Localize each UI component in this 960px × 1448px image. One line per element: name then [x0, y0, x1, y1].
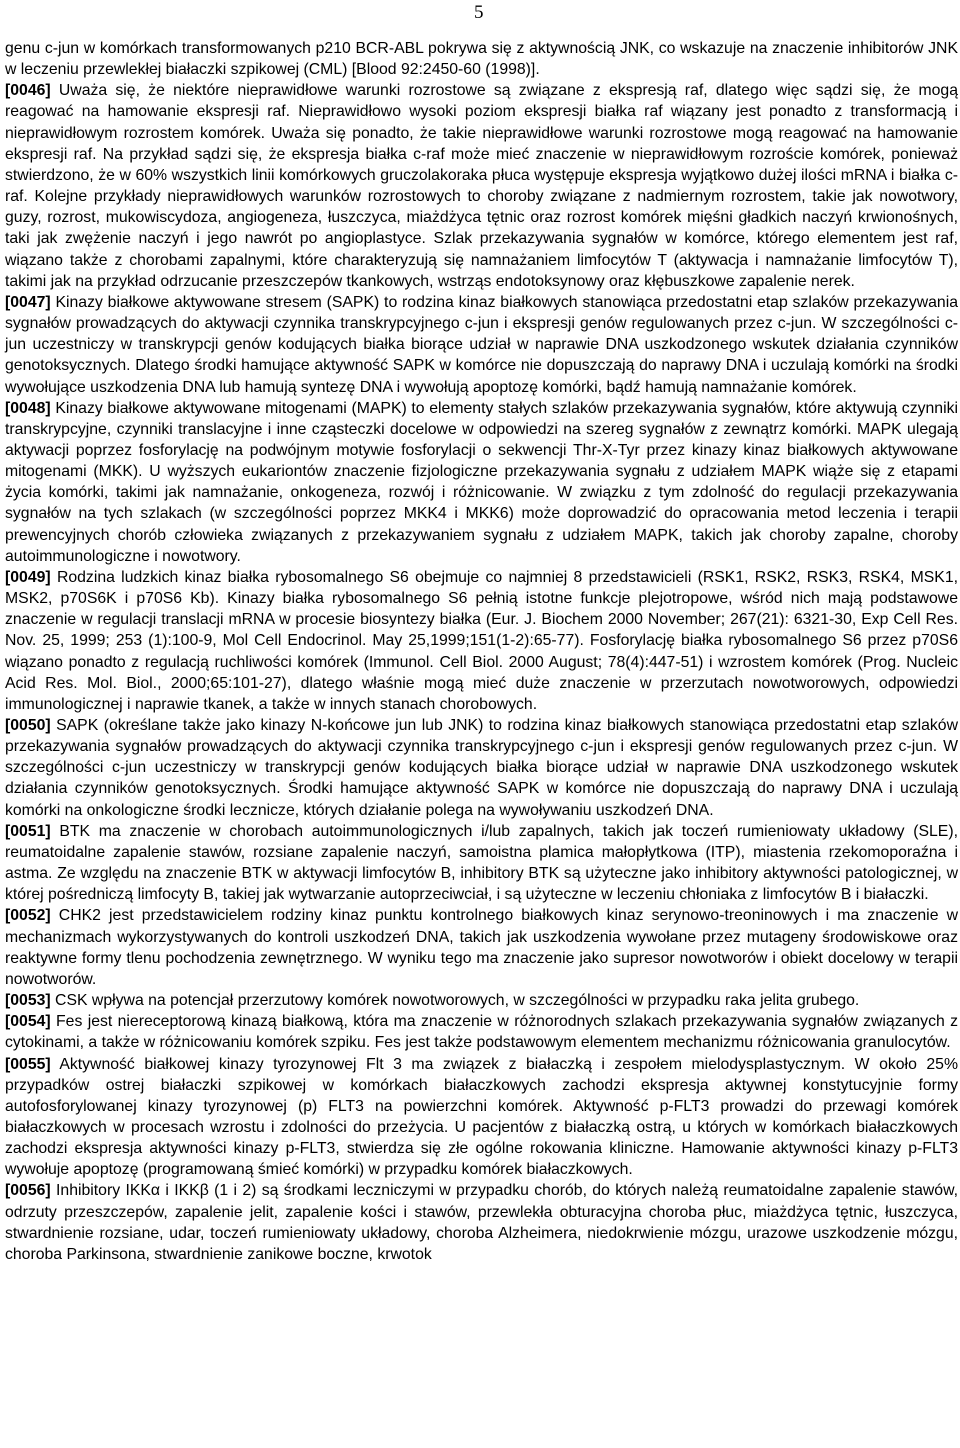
- paragraph-text: Kinazy białkowe aktywowane mitogenami (MAPK) to elementy stałych szlaków przekazywania sygnałów, które aktywują czynniki transkrypcyjne, czynniki translacyjne i inne cząsteczki docelowe w odpowiedzi na szereg sygnałów z zewnątrz komórki. MAPK ulegają aktywacji poprzez fosforylację na podwójnym motywie fosforylacji o sekwencji Thr-X-Tyr przez kinazy kinaz białkowych aktywowane mitogenami (MKK). U wyższych eukariontów znaczenie fizjologiczne przekazywania sygnału z udziałem MAPK wiąże się z etapami życia komórki, takimi jak namnażanie, onkogeneza, rozwój i różnicowanie. W związku z tym zdolność do regulacji przekazywania sygnałów na tych szlakach (w szczególności poprzez MKK4 i MKK6) może doprowadzić do opracowania metod leczenia i terapii prewencyjnych chorób człowieka związanych z przekazywaniem sygnału z udziałem MAPK, takich jak choroby zapalne, choroby autoimmunologiczne i nowotwory.: [5, 399, 958, 565]
- paragraph-0055: [5, 1054, 958, 1181]
- paragraph-number: [0053]: [5, 992, 51, 1010]
- paragraph-number: [0055]: [5, 1055, 51, 1073]
- paragraph-number: [0056]: [5, 1182, 51, 1200]
- paragraph-0047: [5, 292, 958, 398]
- paragraph-0048: [5, 398, 958, 567]
- paragraph-text: Aktywność białkowej kinazy tyrozynowej Flt 3 ma związek z białaczką i zespołem mielodysplastycznym. W około 25% przypadków ostrej białaczki szpikowej w komórkach białaczkowych zachodzi ekspresja aktywnej konstytucyjnie formy autofosforylowanej kinazy tyrozynowej (p) FLT3 na powierzchni komórek. Aktywność p-FLT3 prowadzi do przewagi komórek białaczkowych w procesach wzrostu i zdolności do przeżycia. U pacjentów z białaczką ostrą, u których w komórkach białaczkowych zachodzi ekspresja aktywności kinazy p-FLT3, stwierdza się złe ogólne rokowania kliniczne. Hamowanie aktywności kinazy p-FLT3 wywołuje apoptozę (programowaną śmieć komórki) w przypadku komórek białaczkowych.: [5, 1055, 958, 1179]
- paragraph-text: CSK wpływa na potencjał przerzutowy komórek nowotworowych, w szczególności w przypadku raka jelita grubego.: [50, 992, 860, 1010]
- paragraph-text: SAPK (określane także jako kinazy N-końcowe jun lub JNK) to rodzina kinaz białkowych stanowiąca przedostatni etap szlaków przekazywania sygnałów prowadzących do aktywacji czynnika transkrypcyjnego c-jun i ekspresji genów regulowanych przez c-jun. W szczególności c-jun uczestniczy w transkrypcji genów kodujących białka biorące udział w naprawie DNA uszkodzonego wskutek działania czynników genotoksycznych. Środki hamujące aktywność SAPK w komórce nie dopuszczają do naprawy DNA i uczulają komórki na onkologiczne środki lecznicze, których działanie polega na wywoływaniu uszkodzeń DNA.: [5, 717, 958, 819]
- paragraph-text: genu c-jun w komórkach transformowanych p210 BCR-ABL pokrywa się z aktywnością JNK, co wskazuje na znaczenie inhibitorów JNK w leczeniu przewlekłej białaczki szpikowej (CML) [Blood 92:2450-60 (1998)].: [5, 40, 958, 79]
- paragraph-continuation: [5, 38, 958, 80]
- paragraph-number: [0047]: [5, 293, 51, 311]
- paragraph-number: [0054]: [5, 1013, 51, 1031]
- paragraph-text: Rodzina ludzkich kinaz białka rybosomalnego S6 obejmuje co najmniej 8 przedstawicieli (RSK1, RSK2, RSK3, RSK4, MSK1, MSK2, p70S6K i p70S6 Kb). Kinazy białka rybosomalnego S6 pełnią istotne funkcje plejotropowe, wśród nich mają podstawowe znaczenie w regulacji translacji mRNA w procesie biosyntezy białka (Eur. J. Biochem 2000 November; 267(21): 6321-30, Exp Cell Res. Nov. 25, 1999; 253 (1):100-9, Mol Cell Endocrinol. May 25,1999;151(1-2):65-77). Fosforylację białka rybosomalnego S6 przez p70S6 wiązano ponadto z regulacją ruchliwości komórek (Immunol. Cell Biol. 2000 August; 78(4):447-51) i wzrostem komórek (Prog. Nucleic Acid Res. Mol. Biol., 2000;65:101-27), dlatego właśnie mogą mieć duże znaczenie w przerzutach nowotworowych, odpowiedzi immunologicznej i naprawie tkanek, a także w innych stanach chorobowych.: [5, 568, 958, 713]
- paragraph-text: BTK ma znaczenie w chorobach autoimmunologicznych i/lub zapalnych, takich jak toczeń rumieniowaty układowy (SLE), reumatoidalne zapalenie stawów, rozsiane zapalenie naczyń, samoistna plamica małopłytkowa (ITP), miastenia rzekomoporaźna i astma. Ze względu na znaczenie BTK w aktywacji limfocytów B, inhibitory BTK są użyteczne jako inhibitory aktywności patologicznej, w której pośredniczą limfocyty B, takiej jak wytwarzanie autoprzeciwciał, i są użyteczne w leczeniu chłoniaka z limfocytów B i białaczki.: [5, 822, 958, 904]
- paragraph-text: Inhibitory IKKα i IKKβ (1 i 2) są środkami leczniczymi w przypadku chorób, do których należą reumatoidalne zapalenie stawów, odrzuty przeszczepów, zapalenie jelit, zapalenie kości i stawów, przewlekła obturacyjna choroba płuc, miażdżyca tętnic, łuszczyca, stwardnienie rozsiane, udar, toczeń rumieniowaty układowy, choroba Alzheimera, niedokrwienie mózgu, urazowe uszkodzenie mózgu, choroba Parkinsona, stwardnienie zanikowe boczne, krwotok: [5, 1182, 958, 1263]
- paragraph-number: [0046]: [5, 82, 51, 100]
- paragraph-0050: [5, 715, 958, 821]
- paragraph-number: [0049]: [5, 568, 51, 586]
- paragraph-text: CHK2 jest przedstawicielem rodziny kinaz punktu kontrolnego białkowych kinaz serynowo-treoninowych i ma znaczenie w mechanizmach wykorzystywanych do kontroli uszkodzeń DNA, takich jak uszkodzenia wywołane przez mutageny środowiskowe oraz reaktywne formy tlenu pochodzenia zewnętrznego. W wyniku tego ma znaczenie jako supresor nowotworów i obiekt docelowy w terapii nowotworów.: [5, 907, 958, 988]
- paragraph-0049: [5, 567, 958, 715]
- paragraph-text: Fes jest niereceptorową kinazą białkową, która ma znaczenie w różnorodnych szlakach przekazywania sygnałów związanych z cytokinami, a także w różnicowaniu komórek szpiku. Fes jest także podstawowym elementem mechanizmu różnicowania granulocytów.: [5, 1013, 958, 1052]
- paragraph-text: Uważa się, że niektóre nieprawidłowe warunki rozrostowe są związane z ekspresją raf, dlatego więc sądzi się, że mogą reagować na hamowanie ekspresji raf. Nieprawidłowo wysoki poziom ekspresji białka raf wiązany jest ponadto z transformacją i nieprawidłowym rozrostem komórek. Uważa się ponadto, że takie nieprawidłowe warunki rozrostowe mogą reagować na hamowanie ekspresji raf. Na przykład sądzi się, że ekspresja białka c-raf może mieć znaczenie w nieprawidłowym rozroście komórek, ponieważ stwierdzono, że w 60% wszystkich linii komórkowych gruczolakoraka płuca występuje ekspresja wyjątkowo dużej ilości mRNA i białka c-raf. Kolejne przykłady nieprawidłowych warunków rozrostowych to choroby związane z nadmiernym rozrostem, takie jak nowotwory, guzy, rozrost, mukowiscydoza, angiogeneza, łuszczyca, miażdżyca tętnic oraz rozrost komórek mięśni gładkich naczyń krwionośnych, taki jak zwężenie naczyń i jego nawrót po angioplastyce. Szlak przekazywania sygnałów w komórce, którego elementem jest raf, wiązano także z chorobami zapalnymi, które charakteryzują się namnażaniem limfocytów T (aktywacja i namnażanie limfocytów T), takimi jak na przykład odrzucanie przeszczepów tkankowych, wstrząs endotoksynowy oraz kłębuszkowe zapalenie nerek.: [5, 82, 958, 290]
- page-number: 5: [474, 2, 484, 23]
- paragraph-0056: [5, 1180, 958, 1265]
- paragraph-number: [0052]: [5, 907, 51, 925]
- paragraph-0053: [5, 990, 958, 1011]
- paragraph-0046: [5, 80, 958, 292]
- paragraph-text: Kinazy białkowe aktywowane stresem (SAPK) to rodzina kinaz białkowych stanowiąca przedostatni etap szlaków przekazywania sygnałów prowadzących do aktywacji czynnika transkrypcyjnego c-jun i ekspresji genów regulowanych przez c-jun. W szczególności c-jun uczestniczy w transkrypcji genów kodujących białka biorące udział w naprawie DNA uszkodzonego wskutek działania czynników genotoksycznych. Dlatego środki hamujące aktywność SAPK w komórce nie dopuszczają do naprawy DNA i uczulają komórki na środki wywołujące uszkodzenia DNA lub hamują syntezę DNA i wywołują apoptozę komórki, bądź hamują namnażanie komórek.: [5, 293, 958, 396]
- paragraph-0052: [5, 905, 958, 990]
- document-body: [5, 38, 958, 1265]
- paragraph-number: [0050]: [5, 717, 51, 734]
- paragraph-number: [0048]: [5, 399, 51, 417]
- paragraph-number: [0051]: [5, 822, 51, 840]
- paragraph-0054: [5, 1011, 958, 1053]
- paragraph-0051: [5, 821, 958, 906]
